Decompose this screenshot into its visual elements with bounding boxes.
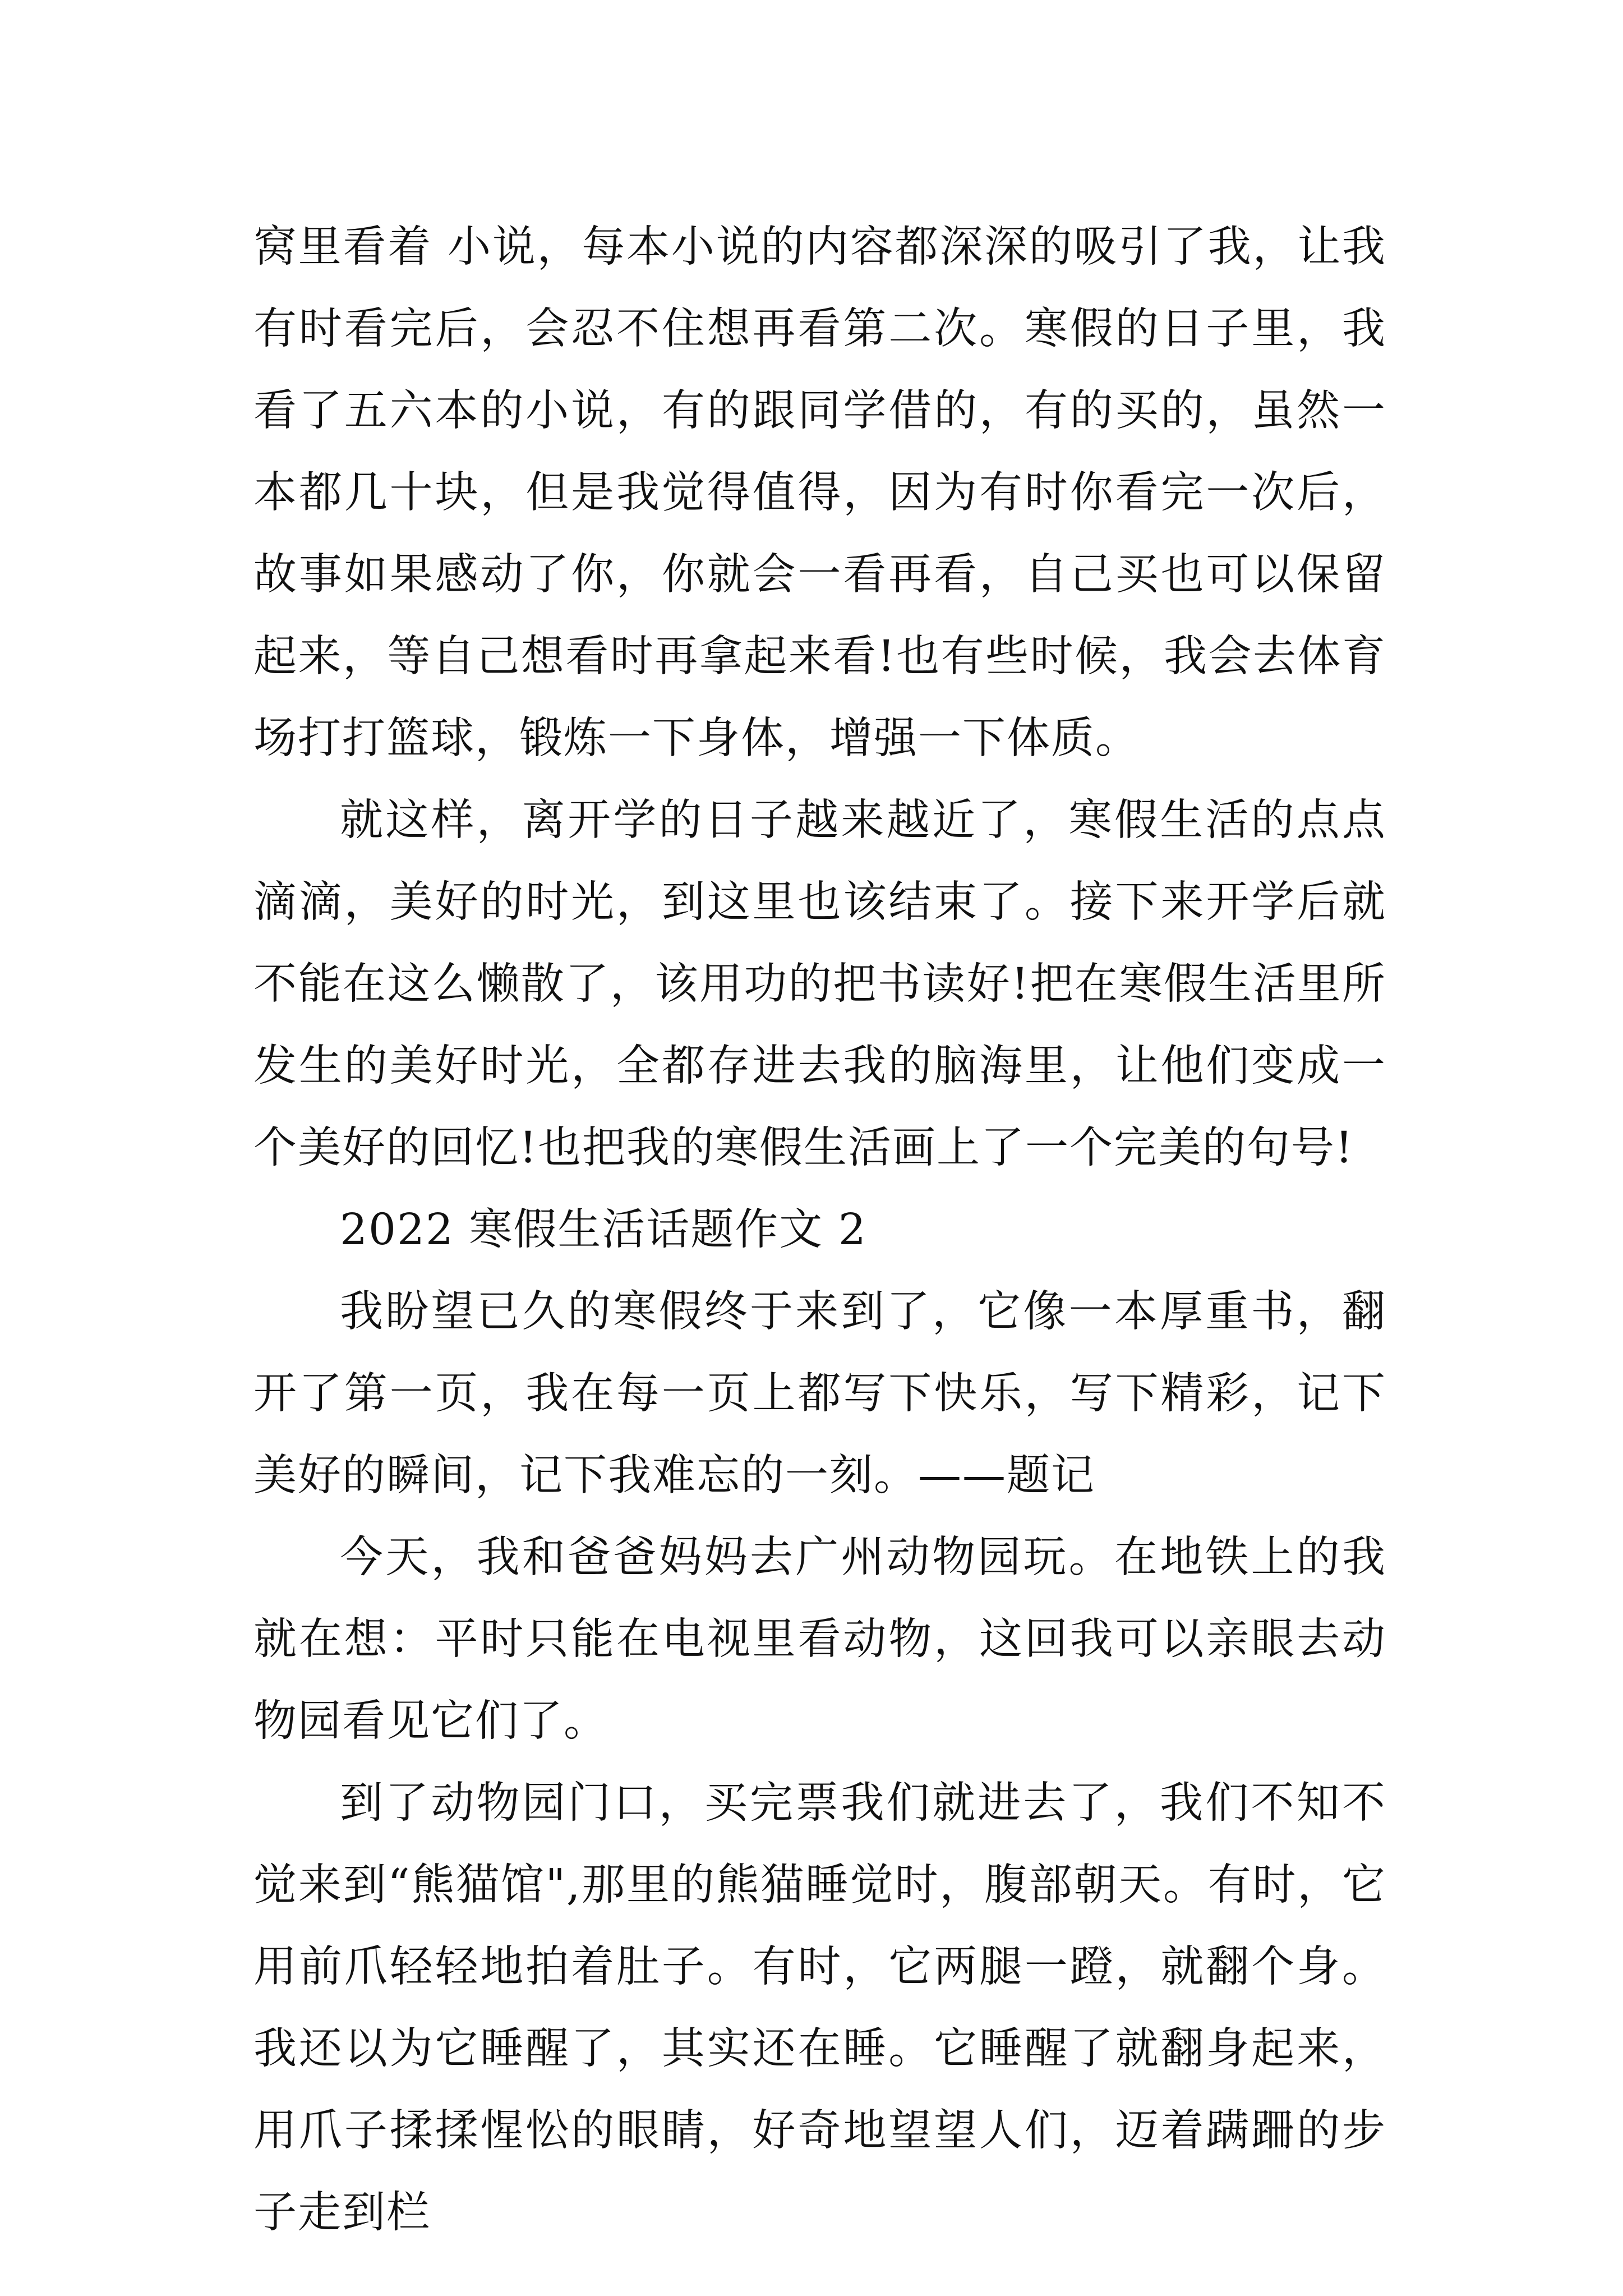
document-body [253,206,1386,2254]
paragraph-panda-hall: 到了动物园门口，买完票我们就进去了，我们不知不觉来到“熊猫馆",那里的熊猫睡觉时，腹部朝天。有时，它用前爪轻轻地拍着肚子。有时，它两腿一蹬，就翻个身。我还以为它睡醒了，其实还在睡。它睡醒了就翻身起来，用爪子揉揉惺忪的眼睛，好奇地望望人们，迈着蹒跚的步子走到栏 [253,1778,1386,2238]
paragraph-zoo-trip: 今天，我和爸爸妈妈去广州动物园玩。在地铁上的我就在想：平时只能在电视里看动物，这回我可以亲眼去动物园看见它们了。 [253,1533,1386,1746]
paragraph-epigraph: 我盼望已久的寒假终于来到了，它像一本厚重书，翻开了第一页，我在每一页上都写下快乐，写下精彩，记下美好的瞬间，记下我难忘的一刻。——题记 [253,1287,1386,1501]
paragraph-end-of-break: 就这样，离开学的日子越来越近了，寒假生活的点点滴滴，美好的时光，到这里也该结束了。接下来开学后就不能在这么懒散了，该用功的把书读好!把在寒假生活里所发生的美好时光，全都存进去我的脑海里，让他们变成一个美好的回忆!也把我的寒假生活画上了一个完美的句号! [253,795,1386,1173]
paragraph-novel-reading: 窝里看着 小说，每本小说的内容都深深的吸引了我，让我有时看完后，会忍不住想再看第二次。寒假的日子里，我看了五六本的小说，有的跟同学借的，有的买的，虽然一本都几十块，但是我觉得值得，因为有时你看完一次后，故事如果感动了你，你就会一看再看，自己买也可以保留起来，等自己想看时再拿起来看!也有些时候，我会去体育场打打篮球，锻炼一下身体，增强一下体质。 [253,222,1386,763]
essay-heading: 2022 寒假生活话题作文 2 [340,1205,867,1255]
